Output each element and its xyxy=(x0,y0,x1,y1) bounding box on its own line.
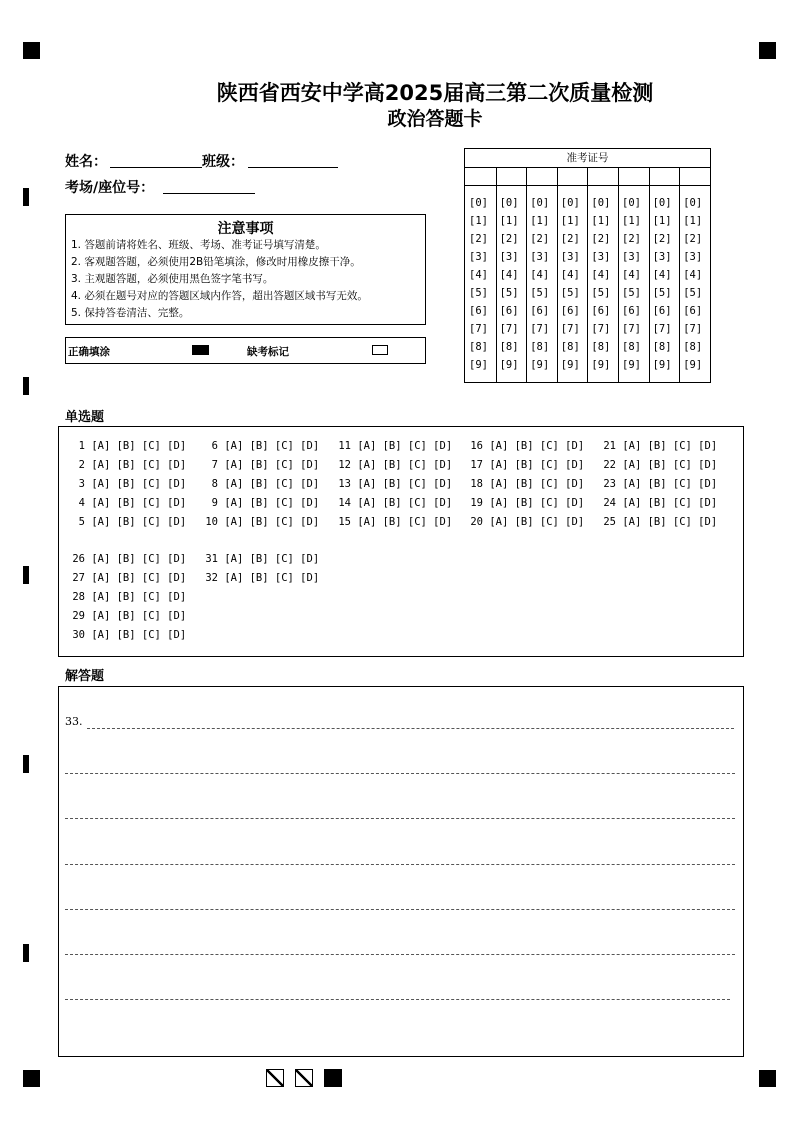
timing-mark xyxy=(23,944,29,962)
mcq-question-row xyxy=(68,553,186,565)
mcq-question-row xyxy=(201,572,319,584)
question-number: 27 xyxy=(72,572,85,584)
exam-id-digit-bubble[interactable]: [5] xyxy=(560,287,580,299)
answer-options[interactable]: [A] [B] [C] [D] xyxy=(91,572,187,584)
answer-options[interactable]: [A] [B] [C] [D] xyxy=(224,572,320,584)
question-number: 13 xyxy=(338,478,351,490)
exam-id-digit-bubble[interactable]: [5] xyxy=(622,287,641,299)
exam-id-digit-bubble[interactable]: [1] xyxy=(591,215,611,227)
exam-id-digit-bubble[interactable]: [8] xyxy=(622,341,641,353)
exam-id-digit-bubble[interactable]: [8] xyxy=(469,341,488,353)
question-number: 8 xyxy=(211,478,218,490)
exam-id-digit-bubble[interactable]: [3] xyxy=(622,251,641,263)
exam-id-digit-bubble[interactable]: [5] xyxy=(591,287,611,299)
fill-example-box xyxy=(65,337,426,364)
mcq-question-row xyxy=(68,497,186,509)
exam-id-digit-bubble[interactable]: [9] xyxy=(499,359,519,371)
exam-id-digit-bubble[interactable]: [0] xyxy=(652,197,672,209)
corner-marker-bottom-left xyxy=(23,1070,40,1087)
answer-line[interactable] xyxy=(65,999,730,1000)
answer-options[interactable]: [A] [B] [C] [D] xyxy=(224,440,320,452)
question-number: 2 xyxy=(78,459,85,471)
mcq-question-row xyxy=(68,516,186,528)
mcq-question-row xyxy=(466,440,584,452)
answer-options[interactable]: [A] [B] [C] [D] xyxy=(622,478,718,490)
slash-marker xyxy=(295,1069,313,1087)
question-number: 9 xyxy=(211,497,218,509)
mcq-question-row xyxy=(201,440,319,452)
exam-id-title: 准考证号 xyxy=(465,149,710,168)
exam-id-digit-bubble[interactable]: [2] xyxy=(652,233,672,245)
notice-item: 3. 主观题答题，必须使用黑色签字笔书写。 xyxy=(71,273,274,285)
exam-id-digit-bubble[interactable]: [3] xyxy=(530,251,550,263)
question-number: 25 xyxy=(603,516,616,528)
exam-id-digit-bubble[interactable]: [5] xyxy=(469,287,488,299)
mcq-question-row xyxy=(466,516,584,528)
exam-id-digit-bubble[interactable]: [6] xyxy=(499,305,519,317)
notice-box xyxy=(65,214,426,325)
mcq-question-row xyxy=(68,572,186,584)
answer-options[interactable]: [A] [B] [C] [D] xyxy=(622,459,718,471)
corner-marker-top-right xyxy=(759,42,776,59)
essay-section-label: 解答题 xyxy=(65,669,105,684)
question-number: 4 xyxy=(78,497,85,509)
answer-options[interactable]: [A] [B] [C] [D] xyxy=(224,459,320,471)
exam-id-digit-bubble[interactable]: [9] xyxy=(652,359,672,371)
exam-id-digit-bubble[interactable]: [0] xyxy=(530,197,550,209)
exam-id-digit-bubble[interactable]: [5] xyxy=(652,287,672,299)
exam-id-digit-bubble[interactable]: [2] xyxy=(622,233,641,245)
answer-options[interactable]: [A] [B] [C] [D] xyxy=(224,478,320,490)
exam-id-digit-bubble[interactable]: [0] xyxy=(622,197,641,209)
exam-id-column-divider xyxy=(618,167,619,382)
exam-id-digit-bubble[interactable]: [4] xyxy=(591,269,611,281)
exam-id-digit-bubble[interactable]: [3] xyxy=(652,251,672,263)
notice-item: 4. 必须在题号对应的答题区域内作答，超出答题区域书写无效。 xyxy=(71,290,368,302)
answer-options[interactable]: [A] [B] [C] [D] xyxy=(622,497,718,509)
exam-id-digit-bubble[interactable]: [7] xyxy=(530,323,550,335)
question-number: 1 xyxy=(78,440,85,452)
exam-id-digit-bubble[interactable]: [3] xyxy=(560,251,580,263)
answer-options[interactable]: [A] [B] [C] [D] xyxy=(489,516,585,528)
question-number: 5 xyxy=(78,516,85,528)
exam-id-digit-bubble[interactable]: [6] xyxy=(560,305,580,317)
timing-mark xyxy=(23,566,29,584)
mcq-question-row xyxy=(201,516,319,528)
exam-id-digit-bubble[interactable]: [2] xyxy=(469,233,488,245)
question-number: 32 xyxy=(205,572,218,584)
mcq-question-row xyxy=(68,629,186,641)
notice-item: 5. 保持答卷清洁、完整。 xyxy=(71,307,190,319)
exam-id-digit-bubble[interactable]: [3] xyxy=(591,251,611,263)
exam-id-digit-bubble[interactable]: [4] xyxy=(560,269,580,281)
answer-line[interactable] xyxy=(65,954,735,955)
timing-mark xyxy=(23,188,29,206)
answer-options[interactable]: [A] [B] [C] [D] xyxy=(489,440,585,452)
question-number: 11 xyxy=(338,440,351,452)
answer-options[interactable]: [A] [B] [C] [D] xyxy=(224,497,320,509)
exam-id-digit-bubble[interactable]: [5] xyxy=(530,287,550,299)
question-number: 33. xyxy=(65,715,83,728)
exam-id-digit-bubble[interactable]: [7] xyxy=(469,323,488,335)
answer-options[interactable]: [A] [B] [C] [D] xyxy=(357,516,453,528)
exam-id-digit-bubble[interactable]: [2] xyxy=(499,233,519,245)
exam-id-digit-bubble[interactable]: [9] xyxy=(530,359,550,371)
mcq-question-row xyxy=(68,440,186,452)
question-number: 28 xyxy=(72,591,85,603)
exam-id-digit-bubble[interactable]: [6] xyxy=(530,305,550,317)
answer-options[interactable]: [A] [B] [C] [D] xyxy=(91,478,187,490)
question-number: 17 xyxy=(470,459,483,471)
exam-id-digit-bubble[interactable]: [3] xyxy=(683,251,703,263)
exam-id-digit-bubble[interactable]: [4] xyxy=(683,269,703,281)
answer-options[interactable]: [A] [B] [C] [D] xyxy=(357,497,453,509)
question-number: 31 xyxy=(205,553,218,565)
timing-mark xyxy=(23,755,29,773)
mcq-question-row xyxy=(599,478,717,490)
question-number: 10 xyxy=(205,516,218,528)
answer-options[interactable]: [A] [B] [C] [D] xyxy=(622,516,718,528)
question-number: 19 xyxy=(470,497,483,509)
answer-options[interactable]: [A] [B] [C] [D] xyxy=(91,459,187,471)
exam-id-digit-bubble[interactable]: [7] xyxy=(622,323,641,335)
mcq-question-row xyxy=(68,610,186,622)
answer-line[interactable] xyxy=(87,728,734,729)
exam-id-digit-bubble[interactable]: [9] xyxy=(469,359,488,371)
solid-marker xyxy=(324,1069,342,1087)
exam-id-digit-bubble[interactable]: [2] xyxy=(530,233,550,245)
exam-id-digit-bubble[interactable]: [4] xyxy=(469,269,488,281)
class-field[interactable] xyxy=(248,166,338,168)
answer-options[interactable]: [A] [B] [C] [D] xyxy=(91,610,187,622)
question-number: 30 xyxy=(72,629,85,641)
answer-options[interactable]: [A] [B] [C] [D] xyxy=(91,497,187,509)
correct-fill-label: 正确填涂 xyxy=(68,346,110,358)
notice-item: 1. 答题前请将姓名、班级、考场、准考证号填写清楚。 xyxy=(71,239,326,251)
exam-id-digit-bubble[interactable]: [8] xyxy=(683,341,703,353)
exam-id-digit-bubble[interactable]: [1] xyxy=(683,215,703,227)
exam-id-digit-bubble[interactable]: [6] xyxy=(652,305,672,317)
mcq-question-row xyxy=(201,478,319,490)
exam-id-digit-bubble[interactable]: [4] xyxy=(499,269,519,281)
question-number: 15 xyxy=(338,516,351,528)
exam-id-digit-bubble[interactable]: [9] xyxy=(591,359,611,371)
mcq-question-row xyxy=(599,459,717,471)
answer-options[interactable]: [A] [B] [C] [D] xyxy=(91,629,187,641)
exam-id-digit-bubble[interactable]: [6] xyxy=(683,305,703,317)
exam-id-digit-bubble[interactable]: [6] xyxy=(469,305,488,317)
exam-id-digit-bubble[interactable]: [0] xyxy=(560,197,580,209)
exam-id-digit-bubble[interactable]: [7] xyxy=(591,323,611,335)
exam-id-digit-bubble[interactable]: [1] xyxy=(530,215,550,227)
exam-id-digit-bubble[interactable]: [1] xyxy=(499,215,519,227)
question-number: 6 xyxy=(211,440,218,452)
exam-id-digit-bubble[interactable]: [9] xyxy=(560,359,580,371)
answer-options[interactable]: [A] [B] [C] [D] xyxy=(91,440,187,452)
mcq-question-row xyxy=(201,553,319,565)
absent-mark-label: 缺考标记 xyxy=(247,346,289,358)
answer-options[interactable]: [A] [B] [C] [D] xyxy=(91,516,187,528)
question-number: 16 xyxy=(470,440,483,452)
question-number: 26 xyxy=(72,553,85,565)
mcq-question-row xyxy=(466,497,584,509)
exam-id-digit-bubble[interactable]: [4] xyxy=(530,269,550,281)
class-label: 班级： xyxy=(202,154,244,170)
exam-id-digit-bubble[interactable]: [2] xyxy=(591,233,611,245)
mcq-question-row xyxy=(599,516,717,528)
exam-id-digit-bubble[interactable]: [0] xyxy=(591,197,611,209)
exam-id-column-divider xyxy=(526,167,527,382)
mcq-box xyxy=(58,426,744,657)
answer-options[interactable]: [A] [B] [C] [D] xyxy=(489,478,585,490)
answer-options[interactable]: [A] [B] [C] [D] xyxy=(622,440,718,452)
mcq-question-row xyxy=(68,591,186,603)
exam-id-digit-bubble[interactable]: [8] xyxy=(530,341,550,353)
answer-options[interactable]: [A] [B] [C] [D] xyxy=(91,553,187,565)
exam-id-digit-bubble[interactable]: [6] xyxy=(622,305,641,317)
answer-options[interactable]: [A] [B] [C] [D] xyxy=(357,459,453,471)
exam-id-digit-bubble[interactable]: [1] xyxy=(469,215,488,227)
exam-id-digit-bubble[interactable]: [0] xyxy=(499,197,519,209)
absent-mark-box[interactable] xyxy=(372,345,388,355)
answer-options[interactable]: [A] [B] [C] [D] xyxy=(224,516,320,528)
exam-id-digit-bubble[interactable]: [7] xyxy=(683,323,703,335)
corner-marker-bottom-right xyxy=(759,1070,776,1087)
mcq-question-row xyxy=(334,478,452,490)
notice-title: 注意事项 xyxy=(217,221,274,237)
answer-line[interactable] xyxy=(65,818,735,819)
exam-id-digit-bubble[interactable]: [1] xyxy=(622,215,641,227)
room-seat-field[interactable] xyxy=(163,192,255,194)
mcq-question-row xyxy=(334,516,452,528)
answer-options[interactable]: [A] [B] [C] [D] xyxy=(489,459,585,471)
question-number: 24 xyxy=(603,497,616,509)
exam-id-digit-bubble[interactable]: [2] xyxy=(560,233,580,245)
mcq-question-row xyxy=(68,459,186,471)
exam-id-digit-bubble[interactable]: [7] xyxy=(499,323,519,335)
exam-id-digit-bubble[interactable]: [4] xyxy=(652,269,672,281)
exam-id-digit-bubble[interactable]: [0] xyxy=(683,197,703,209)
exam-id-digit-bubble[interactable]: [7] xyxy=(652,323,672,335)
mcq-question-row xyxy=(201,497,319,509)
essay-box xyxy=(58,686,744,1057)
exam-id-digit-bubble[interactable]: [5] xyxy=(499,287,519,299)
mcq-question-row xyxy=(68,478,186,490)
notice-item: 2. 客观题答题，必须使用2B铅笔填涂，修改时用橡皮擦干净。 xyxy=(71,256,361,268)
exam-id-column-divider xyxy=(679,167,680,382)
name-label: 姓名： xyxy=(65,154,107,170)
question-number: 7 xyxy=(211,459,218,471)
question-number: 14 xyxy=(338,497,351,509)
slash-marker xyxy=(266,1069,284,1087)
question-number: 18 xyxy=(470,478,483,490)
exam-id-column-divider xyxy=(557,167,558,382)
corner-marker-top-left xyxy=(23,42,40,59)
exam-id-digit-bubble[interactable]: [4] xyxy=(622,269,641,281)
question-number: 21 xyxy=(603,440,616,452)
mcq-question-row xyxy=(334,440,452,452)
exam-id-digit-bubble[interactable]: [1] xyxy=(652,215,672,227)
question-number: 20 xyxy=(470,516,483,528)
answer-options[interactable]: [A] [B] [C] [D] xyxy=(357,478,453,490)
exam-id-digit-bubble[interactable]: [8] xyxy=(652,341,672,353)
exam-id-digit-bubble[interactable]: [9] xyxy=(683,359,703,371)
exam-id-column-divider xyxy=(587,167,588,382)
room-seat-label: 考场/座位号： xyxy=(65,180,155,196)
timing-mark xyxy=(23,377,29,395)
exam-id-grid xyxy=(464,148,711,383)
page-title: 陕西省西安中学高2025届高三第二次质量检测 xyxy=(216,81,654,105)
exam-id-digit-bubble[interactable]: [2] xyxy=(683,233,703,245)
mcq-question-row xyxy=(466,478,584,490)
answer-options[interactable]: [A] [B] [C] [D] xyxy=(224,553,320,565)
answer-options[interactable]: [A] [B] [C] [D] xyxy=(489,497,585,509)
answer-line[interactable] xyxy=(65,864,735,865)
page-subtitle: 政治答题卡 xyxy=(387,108,483,130)
exam-id-digit-bubble[interactable]: [5] xyxy=(683,287,703,299)
mcq-question-row xyxy=(334,497,452,509)
question-number: 22 xyxy=(603,459,616,471)
exam-id-digit-bubble[interactable]: [3] xyxy=(469,251,488,263)
exam-id-digit-bubble[interactable]: [9] xyxy=(622,359,641,371)
question-number: 23 xyxy=(603,478,616,490)
answer-options[interactable]: [A] [B] [C] [D] xyxy=(91,591,187,603)
exam-id-digit-bubble[interactable]: [1] xyxy=(560,215,580,227)
mcq-question-row xyxy=(201,459,319,471)
mcq-question-row xyxy=(334,459,452,471)
exam-id-digit-bubble[interactable]: [8] xyxy=(591,341,611,353)
exam-id-column-divider xyxy=(496,167,497,382)
answer-line[interactable] xyxy=(65,909,735,910)
answer-line[interactable] xyxy=(65,773,735,774)
exam-id-digit-bubble[interactable]: [7] xyxy=(560,323,580,335)
exam-id-digit-bubble[interactable]: [0] xyxy=(469,197,488,209)
answer-options[interactable]: [A] [B] [C] [D] xyxy=(357,440,453,452)
question-number: 29 xyxy=(72,610,85,622)
question-number: 3 xyxy=(78,478,85,490)
correct-fill-sample xyxy=(192,345,209,355)
name-field[interactable] xyxy=(110,166,202,168)
mcq-question-row xyxy=(466,459,584,471)
mcq-section-label: 单选题 xyxy=(65,410,105,425)
exam-id-digit-bubble[interactable]: [8] xyxy=(560,341,580,353)
exam-id-digit-bubble[interactable]: [6] xyxy=(591,305,611,317)
exam-id-digit-bubble[interactable]: [8] xyxy=(499,341,519,353)
exam-id-column-divider xyxy=(649,167,650,382)
mcq-question-row xyxy=(599,440,717,452)
exam-id-digit-bubble[interactable]: [3] xyxy=(499,251,519,263)
question-number: 12 xyxy=(338,459,351,471)
mcq-question-row xyxy=(599,497,717,509)
